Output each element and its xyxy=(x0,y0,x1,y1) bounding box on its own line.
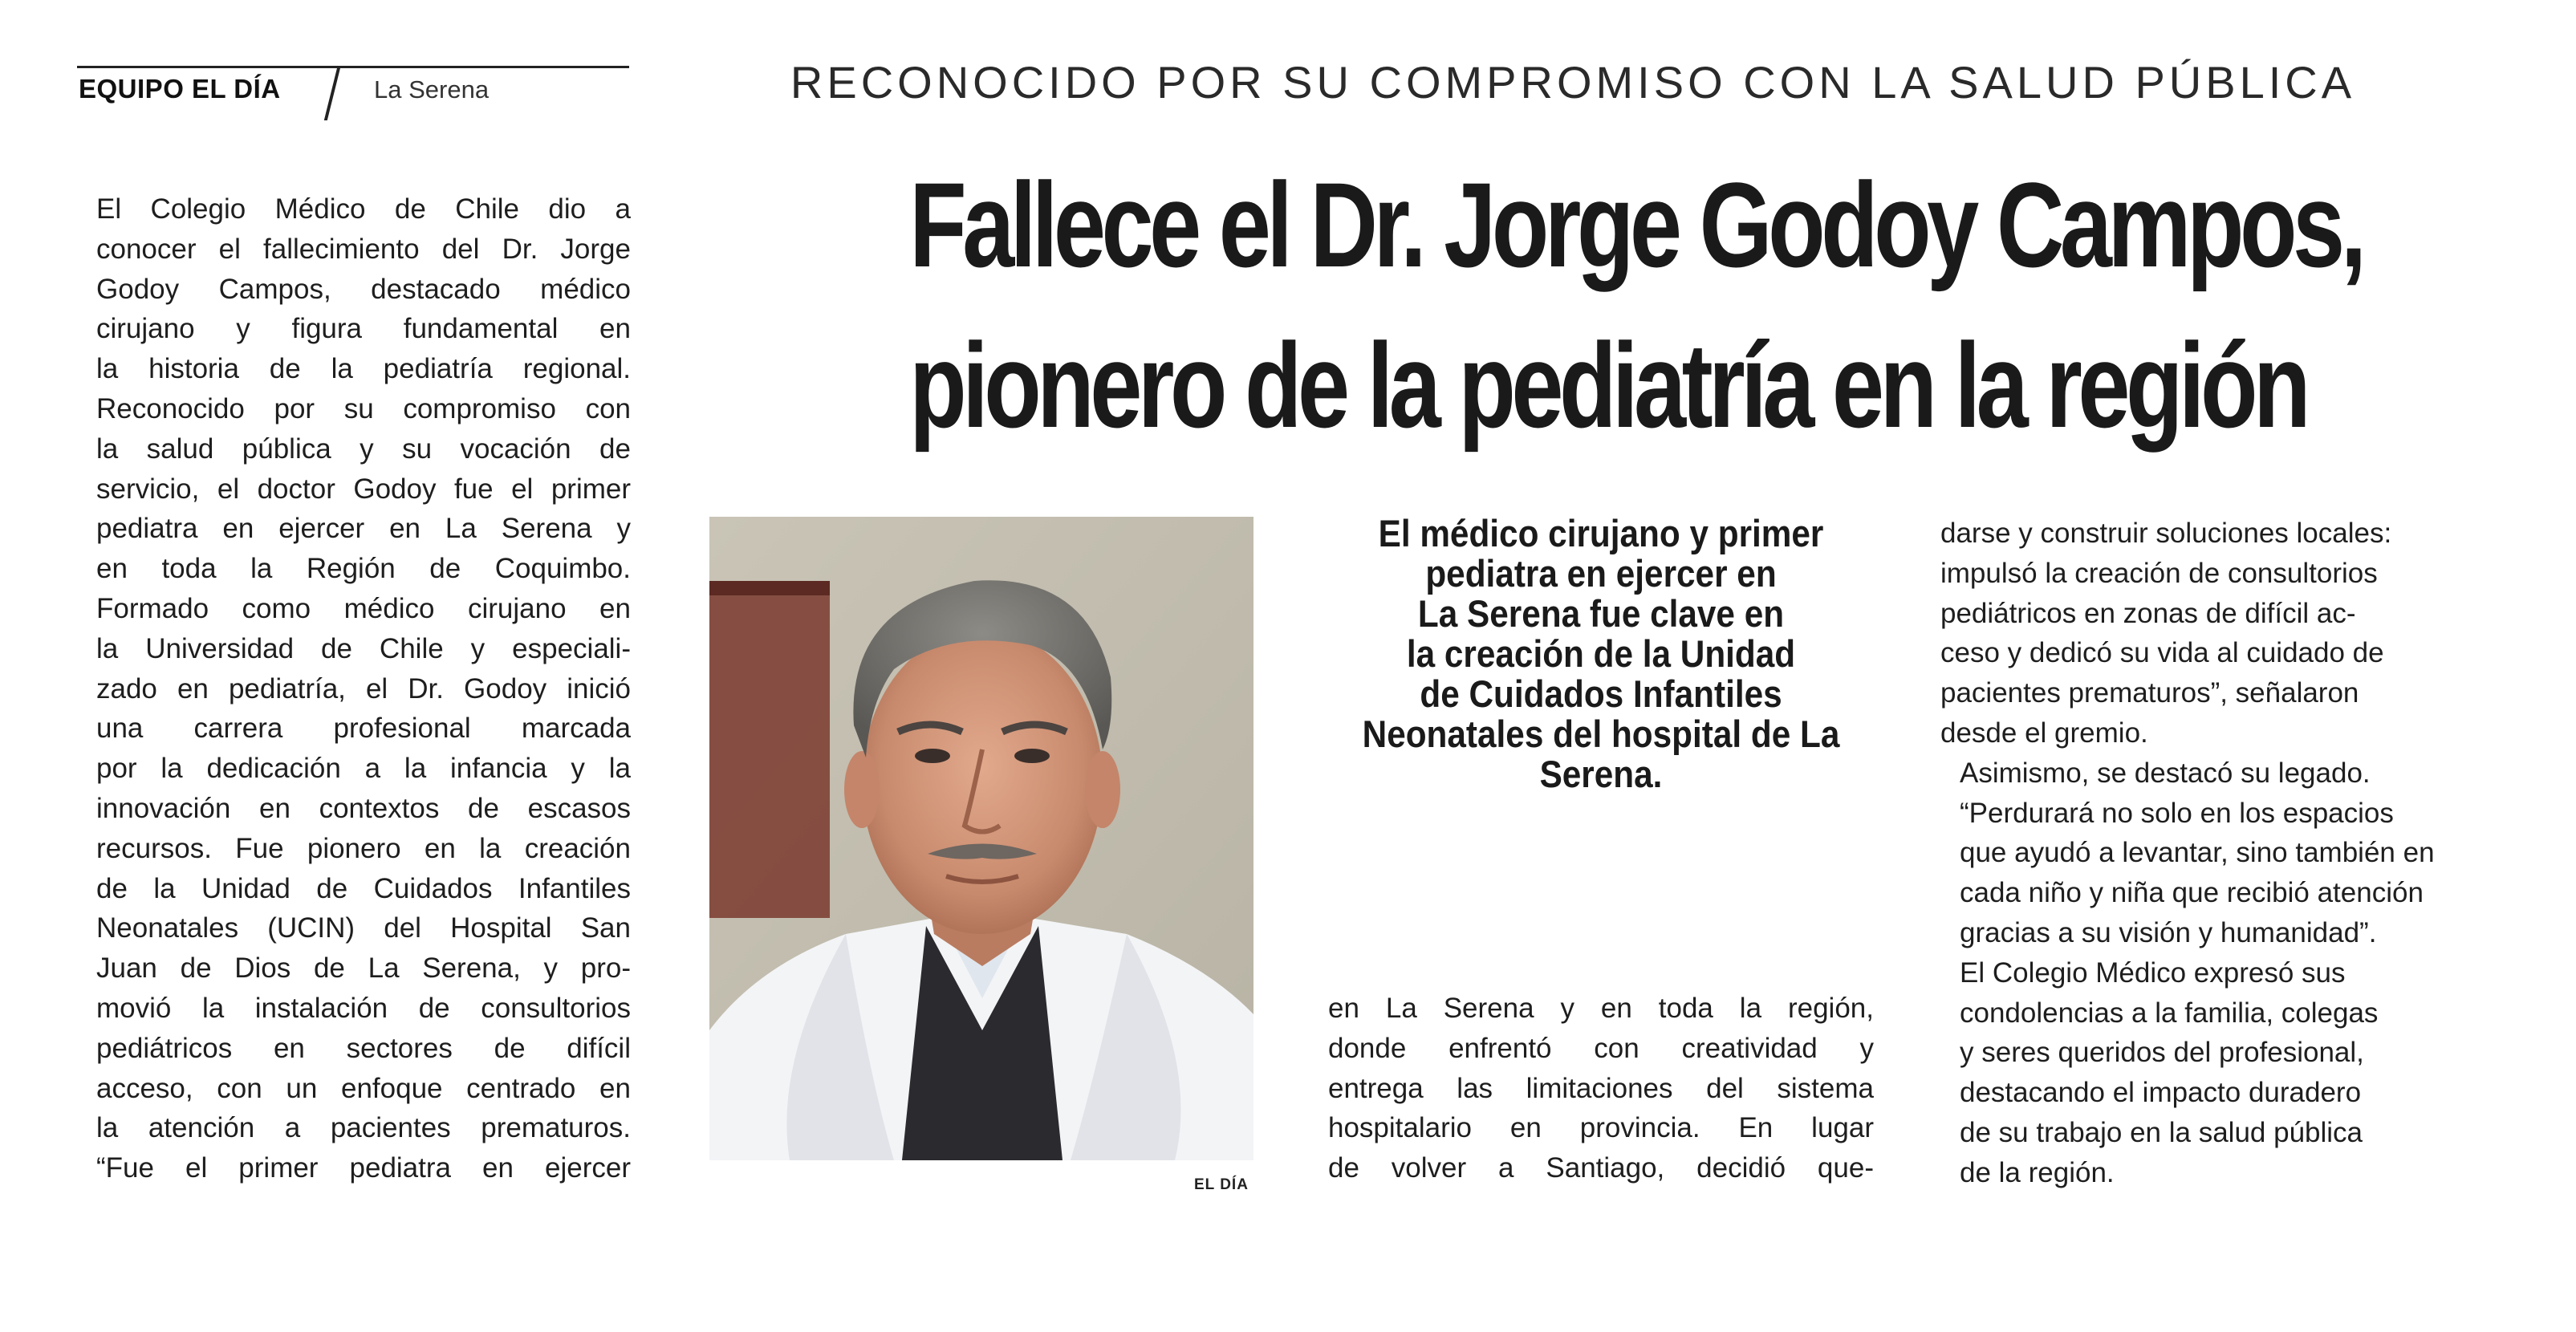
text-line: El Colegio Médico expresó sus xyxy=(1960,956,2346,989)
text-line: Juan de Dios de La Serena, y pro- xyxy=(96,952,631,985)
text-line: recursos. Fue pionero en la creación xyxy=(96,832,631,864)
deck-line: pediatra en ejercer en xyxy=(1425,552,1777,595)
text-line: impulsó la creación de consultorios xyxy=(1940,557,2378,589)
text-line: innovación en contextos de escasos xyxy=(96,792,631,824)
text-line: “Fue el primer pediatra en ejercer xyxy=(96,1152,631,1184)
paragraph xyxy=(1940,514,2502,753)
text-line: pacientes prematuros”, señalaron xyxy=(1940,677,2359,709)
byline-rule xyxy=(77,66,629,68)
text-line: servicio, el doctor Godoy fue el primer xyxy=(96,473,631,505)
text-line: pediátricos en zonas de difícil ac- xyxy=(1940,597,2356,629)
text-line: la historia de la pediatría regional. xyxy=(96,353,631,385)
paragraph xyxy=(1940,953,2502,1193)
portrait-image xyxy=(709,517,1253,1160)
text-line: en La Serena y en toda la región, xyxy=(1328,993,1874,1024)
text-line: de volver a Santiago, decidió que- xyxy=(1328,1152,1874,1184)
article-column-1 xyxy=(77,189,631,1188)
deck-line: Neonatales del hospital de La xyxy=(1362,713,1840,755)
portrait-photo xyxy=(709,517,1253,1160)
text-line: Reconocido por su compromiso con xyxy=(96,392,631,424)
text-line: la salud pública y su vocación de xyxy=(96,432,631,465)
deck-line: la creación de la Unidad xyxy=(1406,632,1796,675)
deck-summary xyxy=(1331,514,1872,794)
text-line: de la Unidad de Cuidados Infantiles xyxy=(96,872,631,904)
text-line: desde el gremio. xyxy=(1940,717,2148,749)
text-line: Godoy Campos, destacado médico xyxy=(96,273,631,305)
text-line: gracias a su visión y humanidad”. xyxy=(1960,916,2377,948)
text-line: donde enfrentó con creatividad y xyxy=(1328,1032,1874,1064)
paragraph xyxy=(77,1148,631,1188)
text-line: conocer el fallecimiento del Dr. Jorge xyxy=(96,233,631,265)
text-line: de su trabajo en la salud pública xyxy=(1960,1116,2363,1148)
text-line: destacando el impacto duradero xyxy=(1960,1077,2362,1109)
text-line: por la dedicación a la infancia y la xyxy=(96,753,631,785)
headline-line-1: Fallece el Dr. Jorge Godoy Campos, xyxy=(909,157,2363,292)
text-line: darse y construir soluciones locales: xyxy=(1940,518,2392,549)
byline-author: EQUIPO EL DÍA xyxy=(79,74,281,104)
deck-line: El médico cirujano y primer xyxy=(1378,512,1824,554)
text-line: en toda la Región de Coquimbo. xyxy=(96,553,631,585)
paragraph xyxy=(1328,989,1874,1188)
text-line: ceso y dedicó su vida al cuidado de xyxy=(1940,637,2384,669)
text-line: de la región. xyxy=(1960,1156,2115,1188)
text-line: cirujano y figura fundamental en xyxy=(96,313,631,345)
text-line: zado en pediatría, el Dr. Godoy inició xyxy=(96,672,631,705)
text-line: El Colegio Médico de Chile dio a xyxy=(96,193,631,225)
text-line: hospitalario en provincia. En lugar xyxy=(1328,1112,1874,1144)
deck-line: La Serena fue clave en xyxy=(1417,592,1785,635)
byline-location: La Serena xyxy=(374,75,490,104)
headline xyxy=(909,144,2363,465)
text-line: Formado como médico cirujano en xyxy=(96,592,631,624)
text-line: Asimismo, se destacó su legado. xyxy=(1960,757,2371,789)
paragraph xyxy=(77,189,631,589)
text-line: acceso, con un enfoque centrado en xyxy=(96,1072,631,1104)
text-line: condolencias a la familia, colegas xyxy=(1960,997,2379,1029)
kicker: RECONOCIDO POR SU COMPROMISO CON LA SALUD PÚBLICA xyxy=(790,57,2356,108)
photo-credit: EL DÍA xyxy=(1194,1176,1249,1193)
headline-line-2: pionero de la pediatría en la región xyxy=(909,318,2307,453)
deck-line: de Cuidados Infantiles xyxy=(1420,672,1782,715)
text-line: entrega las limitaciones del sistema xyxy=(1328,1072,1874,1104)
text-line: Neonatales (UCIN) del Hospital San xyxy=(96,912,631,944)
article-column-4 xyxy=(1940,514,2502,1193)
text-line: cada niño y niña que recibió atención xyxy=(1960,877,2424,909)
text-line: la Universidad de Chile y especiali- xyxy=(96,632,631,664)
text-line: la atención a pacientes prematuros. xyxy=(96,1112,631,1144)
text-line: pediatra en ejercer en La Serena y xyxy=(96,513,631,545)
paragraph xyxy=(77,589,631,1148)
text-line: “Perdurará no solo en los espacios xyxy=(1960,797,2394,829)
byline-slash-divider xyxy=(324,67,340,120)
text-line: una carrera profesional marcada xyxy=(96,713,631,745)
article-column-3 xyxy=(1328,989,1874,1188)
text-line: movió la instalación de consultorios xyxy=(96,992,631,1024)
text-line: que ayudó a levantar, sino también en xyxy=(1960,837,2435,869)
text-line: y seres queridos del profesional, xyxy=(1960,1037,2364,1069)
text-line: pediátricos en sectores de difícil xyxy=(96,1032,631,1064)
paragraph xyxy=(1940,753,2502,953)
deck-line: Serena. xyxy=(1539,753,1663,795)
